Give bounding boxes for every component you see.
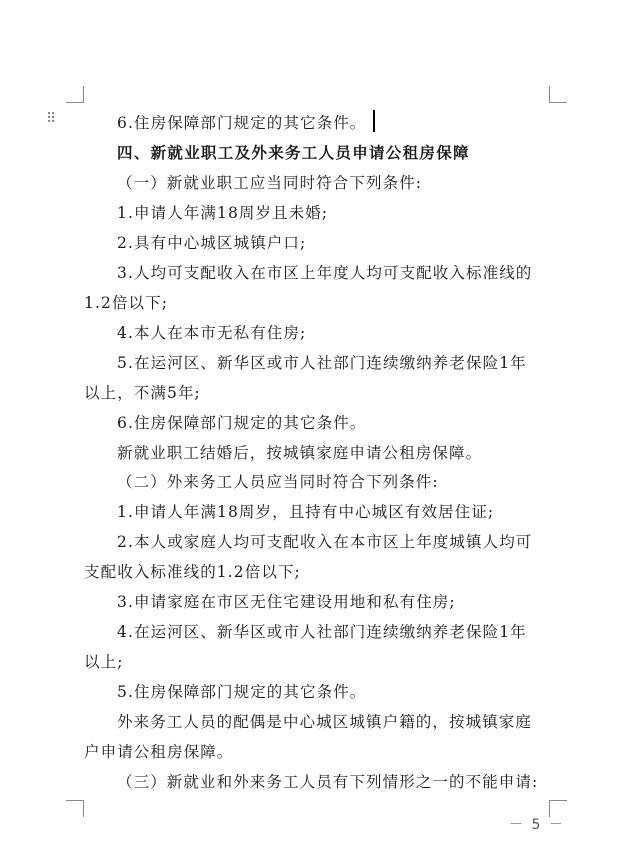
- subsection-heading: （一）新就业职工应当同时符合下列条件:: [117, 174, 423, 192]
- crop-mark-top-left-h: [66, 102, 84, 103]
- crop-mark-bottom-left-v: [83, 800, 84, 817]
- section-heading: 四、新就业职工及外来务工人员申请公租房保障: [117, 143, 470, 162]
- paragraph-line: 外来务工人员的配偶是中心城区城镇户籍的，按城镇家庭: [117, 713, 533, 731]
- subsection-heading: （三）新就业和外来务工人员有下列情形之一的不能申请:: [117, 773, 539, 791]
- paragraph-line: 6.住房保障部门规定的其它条件。: [117, 414, 367, 432]
- paragraph-line: 1.申请人年满18周岁，且持有中心城区有效居住证;: [117, 503, 495, 521]
- crop-mark-bottom-left-h: [66, 800, 84, 801]
- subsection-heading: （二）外来务工人员应当同时符合下列条件:: [117, 473, 439, 491]
- paragraph-line: 3.人均可支配收入在市区上年度人均可支配收入标准线的: [117, 264, 533, 282]
- crop-mark-top-right-v: [549, 86, 550, 103]
- paragraph-line: 5.在运河区、新华区或市人社部门连续缴纳养老保险1年: [117, 354, 527, 372]
- crop-mark-bottom-right-h: [549, 800, 567, 801]
- crop-mark-top-left-v: [83, 86, 84, 103]
- paragraph-line: 新就业职工结婚后，按城镇家庭申请公租房保障。: [117, 444, 483, 462]
- paragraph-line: 户申请公租房保障。: [84, 743, 234, 761]
- drag-handle-icon[interactable]: ⠿: [46, 111, 57, 127]
- paragraph-line: 2.具有中心城区城镇户口;: [117, 234, 307, 252]
- crop-mark-top-right-h: [549, 102, 567, 103]
- text-cursor: [373, 110, 375, 132]
- paragraph-line: 1.2倍以下;: [84, 294, 169, 312]
- paragraph-line: 支配收入标准线的1.2倍以下;: [84, 563, 301, 581]
- paragraph-line: 3.申请家庭在市区无住宅建设用地和私有住房;: [117, 593, 456, 611]
- paragraph-line: 以上，不满5年;: [84, 384, 201, 402]
- paragraph-line: 以上;: [84, 653, 124, 671]
- paragraph-line: 5.住房保障部门规定的其它条件。: [117, 683, 367, 701]
- paragraph-line: 4.本人在本市无私有住房;: [117, 324, 307, 342]
- paragraph-line: 2.本人或家庭人均可支配收入在本市区上年度城镇人均可: [117, 533, 533, 551]
- paragraph-line: 6.住房保障部门规定的其它条件。: [117, 114, 367, 132]
- paragraph-line: 4.在运河区、新华区或市人社部门连续缴纳养老保险1年: [117, 623, 527, 641]
- page-number: － 5 －: [509, 817, 565, 833]
- paragraph-line: 1.申请人年满18周岁且未婚;: [117, 204, 329, 222]
